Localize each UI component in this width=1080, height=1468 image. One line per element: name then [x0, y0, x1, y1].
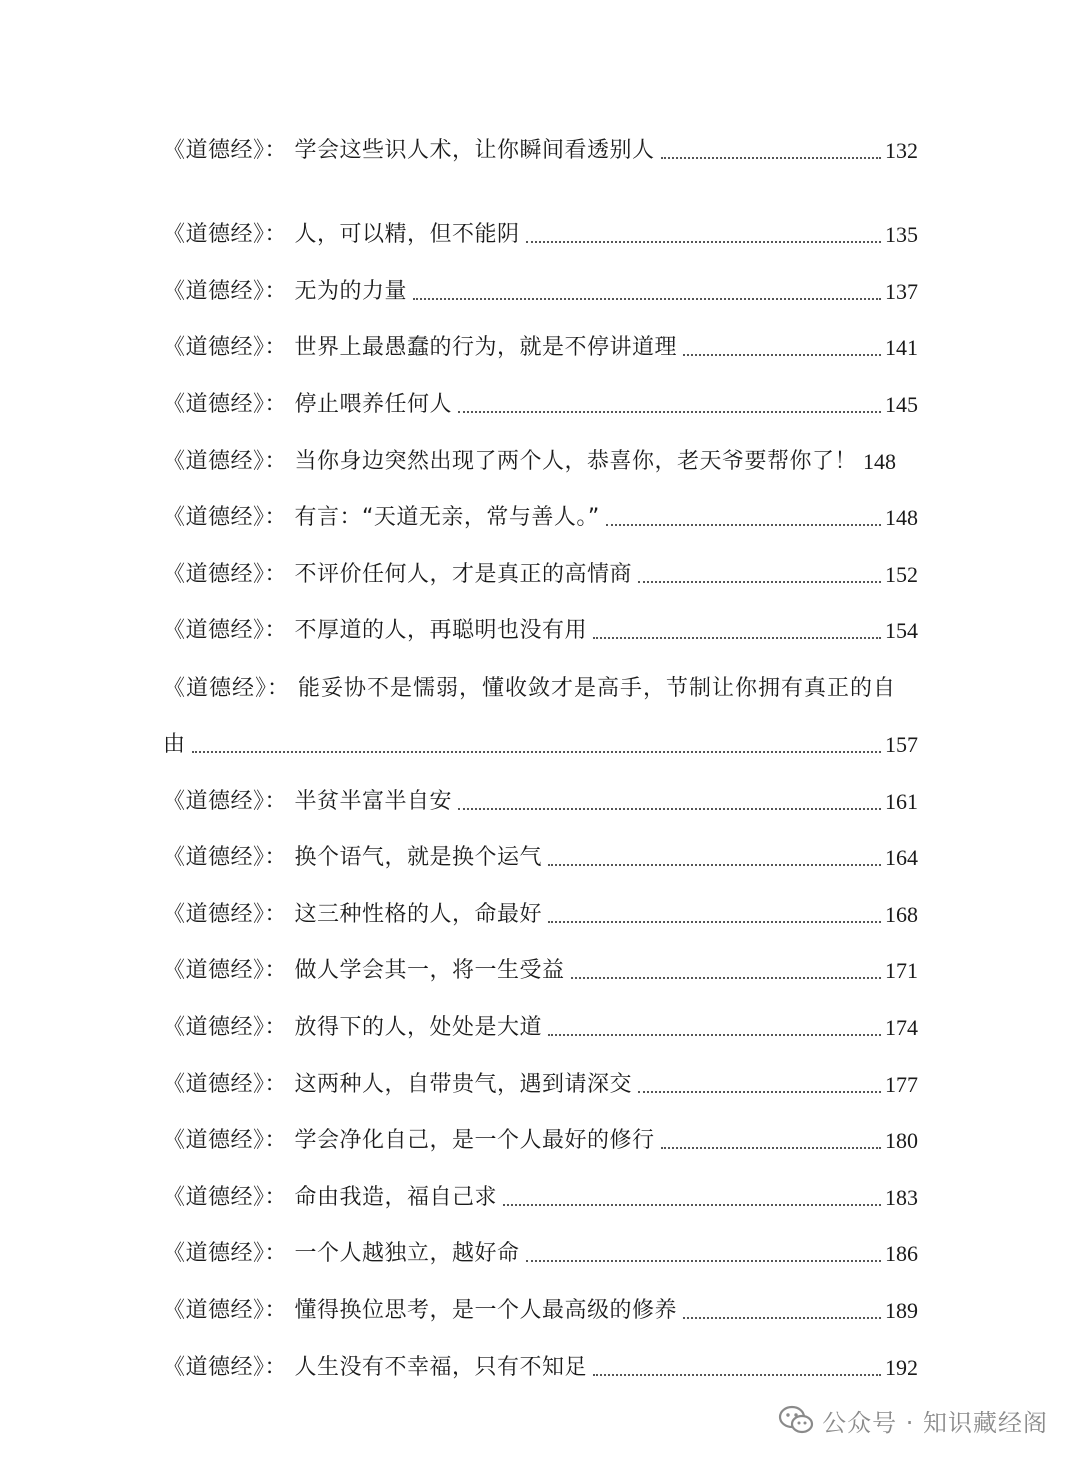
- toc-entry[interactable]: [163, 126, 918, 166]
- toc-entry[interactable]: [163, 550, 918, 590]
- toc-page-number: 168: [885, 902, 918, 927]
- dot-leader: [638, 581, 881, 583]
- toc-entry-title: 《道德经》： 学会这些识人术，让你瞬间看透别人: [163, 138, 655, 163]
- toc-entry-title-continuation: 由: [163, 732, 186, 757]
- toc-page-number: 137: [885, 279, 918, 304]
- toc-entry[interactable]: [163, 1286, 918, 1326]
- toc-page-number: 192: [885, 1355, 918, 1380]
- toc-page-number: 132: [885, 138, 918, 163]
- toc-entry[interactable]: [163, 606, 918, 646]
- toc-entry-title: 《道德经》： 命由我造，福自己求: [163, 1185, 497, 1210]
- dot-leader: [548, 921, 881, 923]
- toc-entry-title: 《道德经》： 做人学会其一，将一生受益: [163, 958, 565, 983]
- dot-leader: [593, 1374, 881, 1376]
- toc-entry[interactable]: [163, 437, 918, 477]
- toc-entry[interactable]: [163, 323, 918, 363]
- toc-page-number: 161: [885, 789, 918, 814]
- toc-entry[interactable]: [163, 946, 918, 986]
- toc-entry[interactable]: [163, 267, 918, 307]
- toc-entry[interactable]: [163, 493, 918, 533]
- toc-page-number: 152: [885, 562, 918, 587]
- toc-page-number: 183: [885, 1185, 918, 1210]
- dot-leader: [458, 411, 881, 413]
- dot-leader: [683, 354, 881, 356]
- toc-entry-title: 《道德经》： 无为的力量: [163, 279, 407, 304]
- toc-entry[interactable]: [163, 1116, 918, 1156]
- dot-leader: [683, 1317, 881, 1319]
- toc-page-number: 177: [885, 1072, 918, 1097]
- toc-entry-title: 《道德经》： 世界上最愚蠢的行为，就是不停讲道理: [163, 335, 677, 360]
- toc-entry-title: 《道德经》： 能妥协不是懦弱，懂收敛才是高手，节制让你拥有真正的自: [163, 676, 896, 701]
- toc-entry[interactable]: [163, 833, 918, 873]
- dot-leader: [503, 1204, 881, 1206]
- toc-entry[interactable]: [163, 1229, 918, 1269]
- toc-entry-title: 《道德经》： 这两种人，自带贵气，遇到请深交: [163, 1072, 632, 1097]
- toc-entry-title: 《道德经》： 停止喂养任何人: [163, 392, 452, 417]
- toc-entry-title: 《道德经》： 这三种性格的人，命最好: [163, 902, 542, 927]
- toc-page-number: 148: [885, 505, 918, 530]
- dot-leader: [413, 298, 881, 300]
- toc-entry[interactable]: [163, 890, 918, 930]
- toc-entry-title: 《道德经》： 换个语气，就是换个运气: [163, 845, 542, 870]
- dot-leader: [526, 241, 882, 243]
- toc-page-number: 174: [885, 1015, 918, 1040]
- dot-leader: [638, 1091, 881, 1093]
- toc-entry-title: 《道德经》： 一个人越独立，越好命: [163, 1241, 520, 1266]
- toc-entry-title: 《道德经》： 半贫半富半自安: [163, 789, 452, 814]
- toc-page-number: 145: [885, 392, 918, 417]
- toc-entry-title: 《道德经》： 学会净化自己，是一个人最好的修行: [163, 1128, 655, 1153]
- dot-leader: [548, 864, 881, 866]
- dot-leader: [571, 977, 882, 979]
- dot-leader: [458, 808, 881, 810]
- dot-leader: [661, 1147, 882, 1149]
- toc-page-number: 186: [885, 1241, 918, 1266]
- toc-entry[interactable]: [163, 664, 918, 704]
- toc-page-number: 180: [885, 1128, 918, 1153]
- toc-entry[interactable]: [163, 1343, 918, 1383]
- toc-entry-title: 《道德经》： 人生没有不幸福，只有不知足: [163, 1355, 587, 1380]
- toc-entry-continuation[interactable]: [163, 720, 918, 760]
- toc-entry[interactable]: [163, 1003, 918, 1043]
- toc-page-number: 164: [885, 845, 918, 870]
- toc-page-number: 157: [885, 732, 918, 757]
- toc-entry-title: 《道德经》： 当你身边突然出现了两个人，恭喜你，老天爷要帮你了！: [163, 449, 857, 474]
- toc-page-number: 171: [885, 958, 918, 983]
- toc-entry-title: 《道德经》： 有言：“天道无亲，常与善人。”: [163, 505, 600, 530]
- dot-leader: [192, 751, 881, 753]
- dot-leader: [593, 637, 881, 639]
- toc-page-number: 148: [863, 449, 896, 474]
- watermark: [778, 1400, 1048, 1440]
- toc-entry-title: 《道德经》： 不厚道的人，再聪明也没有用: [163, 618, 587, 643]
- toc-entry[interactable]: [163, 380, 918, 420]
- toc-entry[interactable]: [163, 210, 918, 250]
- dot-leader: [661, 157, 882, 159]
- toc-entry-title: 《道德经》： 不评价任何人，才是真正的高情商: [163, 562, 632, 587]
- toc-entry[interactable]: [163, 777, 918, 817]
- toc-entry-title: 《道德经》： 放得下的人，处处是大道: [163, 1015, 542, 1040]
- dot-leader: [526, 1260, 882, 1262]
- watermark-text: 公众号 · 知识藏经阁: [822, 1408, 1048, 1437]
- toc-entry[interactable]: [163, 1060, 918, 1100]
- dot-leader: [606, 524, 881, 526]
- toc-entry[interactable]: [163, 1173, 918, 1213]
- dot-leader: [548, 1034, 881, 1036]
- toc-page-number: 154: [885, 618, 918, 643]
- toc-page-number: 135: [885, 222, 918, 247]
- toc-page-number: 189: [885, 1298, 918, 1323]
- toc-entry-title: 《道德经》： 懂得换位思考，是一个人最高级的修养: [163, 1298, 677, 1323]
- toc-page-number: 141: [885, 335, 918, 360]
- wechat-icon: [778, 1405, 814, 1435]
- toc-entry-title: 《道德经》： 人，可以精，但不能阴: [163, 222, 520, 247]
